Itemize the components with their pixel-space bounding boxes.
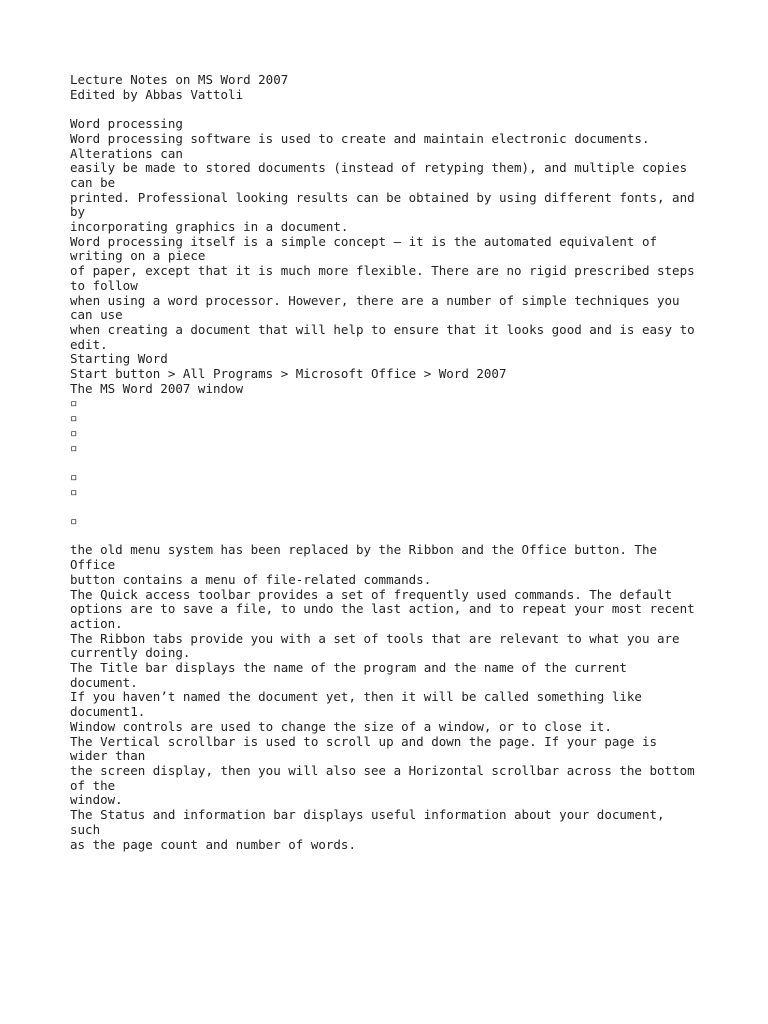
bullet-placeholder-glyph: ▫ [70,395,78,411]
doc-line: action. [70,615,123,631]
doc-line: Word processing [70,116,183,132]
doc-line: document1. [70,704,146,720]
doc-line: can be [70,174,116,190]
document-text-block [70,73,730,852]
doc-line: currently doing. [70,645,191,661]
doc-line: The Ribbon tabs provide you with a set of tools that are relevant to what you are [70,630,680,646]
doc-line: Word processing itself is a simple concept – it is the automated equivalent of [70,233,657,249]
blank-line [70,455,730,470]
doc-line: incorporating graphics in a document. [70,219,349,235]
doc-line: to follow [70,277,138,293]
blank-line [70,102,730,117]
doc-line: of paper, except that it is much more flexible. There are no rigid prescribed steps [70,263,695,279]
bullet-placeholder-glyph: ▫ [70,410,78,426]
doc-line: such [70,821,101,837]
doc-line: document. [70,674,138,690]
doc-line: Word processing software is used to create and maintain electronic documents. [70,130,650,146]
doc-line: If you haven’t named the document yet, then it will be called something like [70,689,642,705]
doc-title-line: Lecture Notes on MS Word 2007 [70,72,289,87]
doc-line: Start button > All Programs > Microsoft Office > Word 2007 [70,366,507,382]
doc-line: wider than [70,748,146,764]
doc-line: The Status and information bar displays useful information about your document, [70,807,665,823]
doc-line: Office [70,557,116,573]
doc-line: when using a word processor. However, there are a number of simple techniques you [70,292,680,308]
doc-line: can use [70,307,123,323]
doc-line: The Vertical scrollbar is used to scroll up and down the page. If your page is [70,733,657,749]
doc-line: Alterations can [70,145,183,161]
doc-line: options are to save a file, to undo the last action, and to repeat your most recent [70,601,695,617]
blank-line [70,499,730,514]
doc-line: button contains a menu of file-related commands. [70,571,432,587]
bullet-placeholder-glyph: ▫ [70,483,78,499]
doc-line: the old menu system has been replaced by the Ribbon and the Office button. The [70,542,657,558]
doc-line: of the [70,777,116,793]
blank-line [70,529,730,544]
bullet-placeholder-glyph: ▫ [70,513,78,529]
doc-line: The Title bar displays the name of the program and the name of the current [70,660,627,676]
bullet-placeholder-glyph: ▫ [70,468,78,484]
doc-author-line: Edited by Abbas Vattoli [70,86,244,102]
doc-line: writing on a piece [70,248,206,264]
doc-line: window. [70,792,123,808]
doc-line: The Quick access toolbar provides a set of frequently used commands. The default [70,586,673,602]
bullet-placeholder-glyph: ▫ [70,439,78,455]
doc-line: Starting Word [70,351,168,367]
doc-line: Window controls are used to change the size of a window, or to close it. [70,718,612,734]
bullet-placeholder-glyph: ▫ [70,424,78,440]
doc-line: easily be made to stored documents (instead of retyping them), and multiple copies [70,160,688,176]
doc-line: by [70,204,86,220]
doc-line: the screen display, then you will also see a Horizontal scrollbar across the bottom [70,762,695,778]
doc-line: The MS Word 2007 window [70,380,244,396]
doc-line: when creating a document that will help to ensure that it looks good and is easy to [70,321,695,337]
doc-line: printed. Professional looking results can be obtained by using different fonts, and [70,189,695,205]
doc-line: as the page count and number of words. [70,836,356,852]
doc-line: edit. [70,336,108,352]
